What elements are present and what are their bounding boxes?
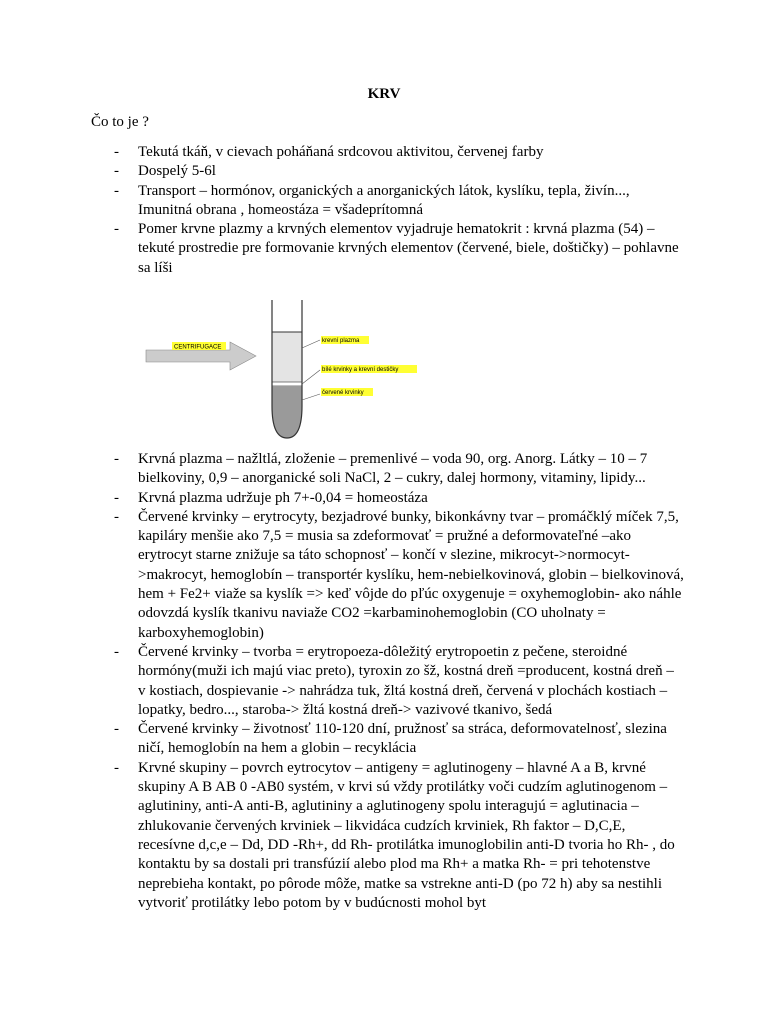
list-item <box>114 508 684 643</box>
list-dash: - <box>114 182 119 199</box>
list-dash: - <box>114 451 119 467</box>
buffy-coat-layer <box>272 382 302 386</box>
list-dash: - <box>114 508 119 525</box>
list-item-text: Dospelý 5-6l <box>138 163 216 180</box>
list-dash: - <box>114 759 119 776</box>
list-item-text: Červené krvinky – životnosť 110-120 dní, pružnosť sa stráca, deformovatelnosť, slezina ničí, hemoglobín na hem a globin – recyklácia <box>138 721 667 757</box>
list-dash: - <box>114 643 119 660</box>
list-item-text: Krvná plazma – nažltlá, zloženie – premenlivé – voda 90, org. Anorg. Látky – 10 – 7 bielkoviny, 0,9 – anorganické soli NaCl, 2 – cukry, dalej hormony, vitaminy, lipidy... <box>138 451 648 487</box>
list-item <box>114 450 684 489</box>
question-heading: Čo to je ? <box>91 114 149 130</box>
plasma-pointer <box>302 340 320 348</box>
list-dash: - <box>114 721 119 738</box>
list-item-text: Červené krvinky – erytrocyty, bezjadrové bunky, bikonkávny tvar – promáčklý míček 7,5, kapiláry menšie ako 7,5 = musia sa zdeformovať = pružné a deformovateľné –ako erytrocyt starne znižuje sa táto schopnosť – končí v slezine, mikrocyt->normocyt->makrocyt, hemoglobín – transportér kyslíku, hem-nebielkovinová, globin – bielkovinová, hem + Fe2+ viaže sa kyslík => keď vôjde do pľúc oxygenuje = oxyhemoglobin- ako náhle odovzdá kyslík tkanivu naviaže CO2 =karbaminohemoglobin (CO uholnaty = karboxyhemoglobin) <box>138 508 684 641</box>
list-dash: - <box>114 489 119 506</box>
list-item-text: Pomer krvne plazmy a krvných elementov vyjadruje hematokrit : krvná plazma (54) – tekuté prostredie pre formovanie krvných elementov (červené, biele, doštičky) – pohlavne sa líši <box>138 221 679 276</box>
white-cells-pointer <box>302 370 320 384</box>
list-dash: - <box>114 221 119 238</box>
red-cells-pointer <box>302 394 320 400</box>
list-item <box>114 643 684 720</box>
white-cells-label: bílé krvinky a krevní destičky <box>322 367 399 373</box>
list-item-text: Červené krvinky – tvorba = erytropoeza-dôležitý erytropoetin z pečene, steroidné hormóny(muži ich majú viac preto), tyroxin zo šž, kostná dreň =producent, kostná dreň – v kostiach, dospievanie -> nahrádza tuk, žltá kostná dreň, červená v plochách kostiach – lopatky, bedro..., staroba-> žltá kostná dreň-> vazivové tkanivo, šedá <box>138 643 674 718</box>
plasma-label: krevní plazma <box>322 338 360 344</box>
list-item <box>114 162 684 181</box>
list-item <box>114 143 684 162</box>
arrow-label: CENTRIFUGACE <box>174 344 222 351</box>
list-dash: - <box>114 163 119 180</box>
list-item <box>114 489 684 508</box>
list-item <box>114 220 684 278</box>
list-item-text: Krvná plazma udržuje ph 7+-0,04 = homeostáza <box>138 489 428 506</box>
list-item <box>114 720 684 759</box>
intro-list <box>114 143 684 278</box>
list-dash: - <box>114 144 119 160</box>
list-item-text: Krvné skupiny – povrch eytrocytov – antigeny = aglutinogeny – hlavné A a B, krvné skupiny A B AB 0 -AB0 systém, v krvi sú vždy protilátky voči cudzím aglutinogenom – aglutininy, anti-A anti-B, aglutininy a aglutinogeny spolu interagujú = aglutinacia – zhlukovanie červených krviniek – likvidáca cudzích krviniek, Rh faktor – D,C,E, recesívne d,c,e – Dd, DD -Rh+, dd Rh- protilátka imunoglobilin anti-D tvoria ho Rh- , do kontaktu by sa dostali pri transfúzií alebo plod ma Rh+ a matka Rh- = pri tehotenstve neprebieha kontakt, po pôrode môže, matke sa vstrekne anti-D (po 72 h) aby sa nestihli vytvoriť protilátky lebo potom by v budúcnosti mohol byt <box>138 759 675 911</box>
list-item-text: Tekutá tkáň, v cievach poháňaná srdcovou aktivitou, červenej farby <box>138 144 544 160</box>
detail-list <box>114 450 684 913</box>
plasma-layer <box>272 332 302 382</box>
centrifuge-figure <box>138 278 438 446</box>
list-item-text: Transport – hormónov, organických a anorganických látok, kyslíku, tepla, živín..., Imunitná obrana , homeostáza = všadeprítomná <box>138 182 630 218</box>
page-title: KRV <box>367 86 401 102</box>
list-item <box>114 182 684 221</box>
list-item <box>114 759 684 913</box>
red-cells-label: červené krvinky <box>322 390 364 396</box>
